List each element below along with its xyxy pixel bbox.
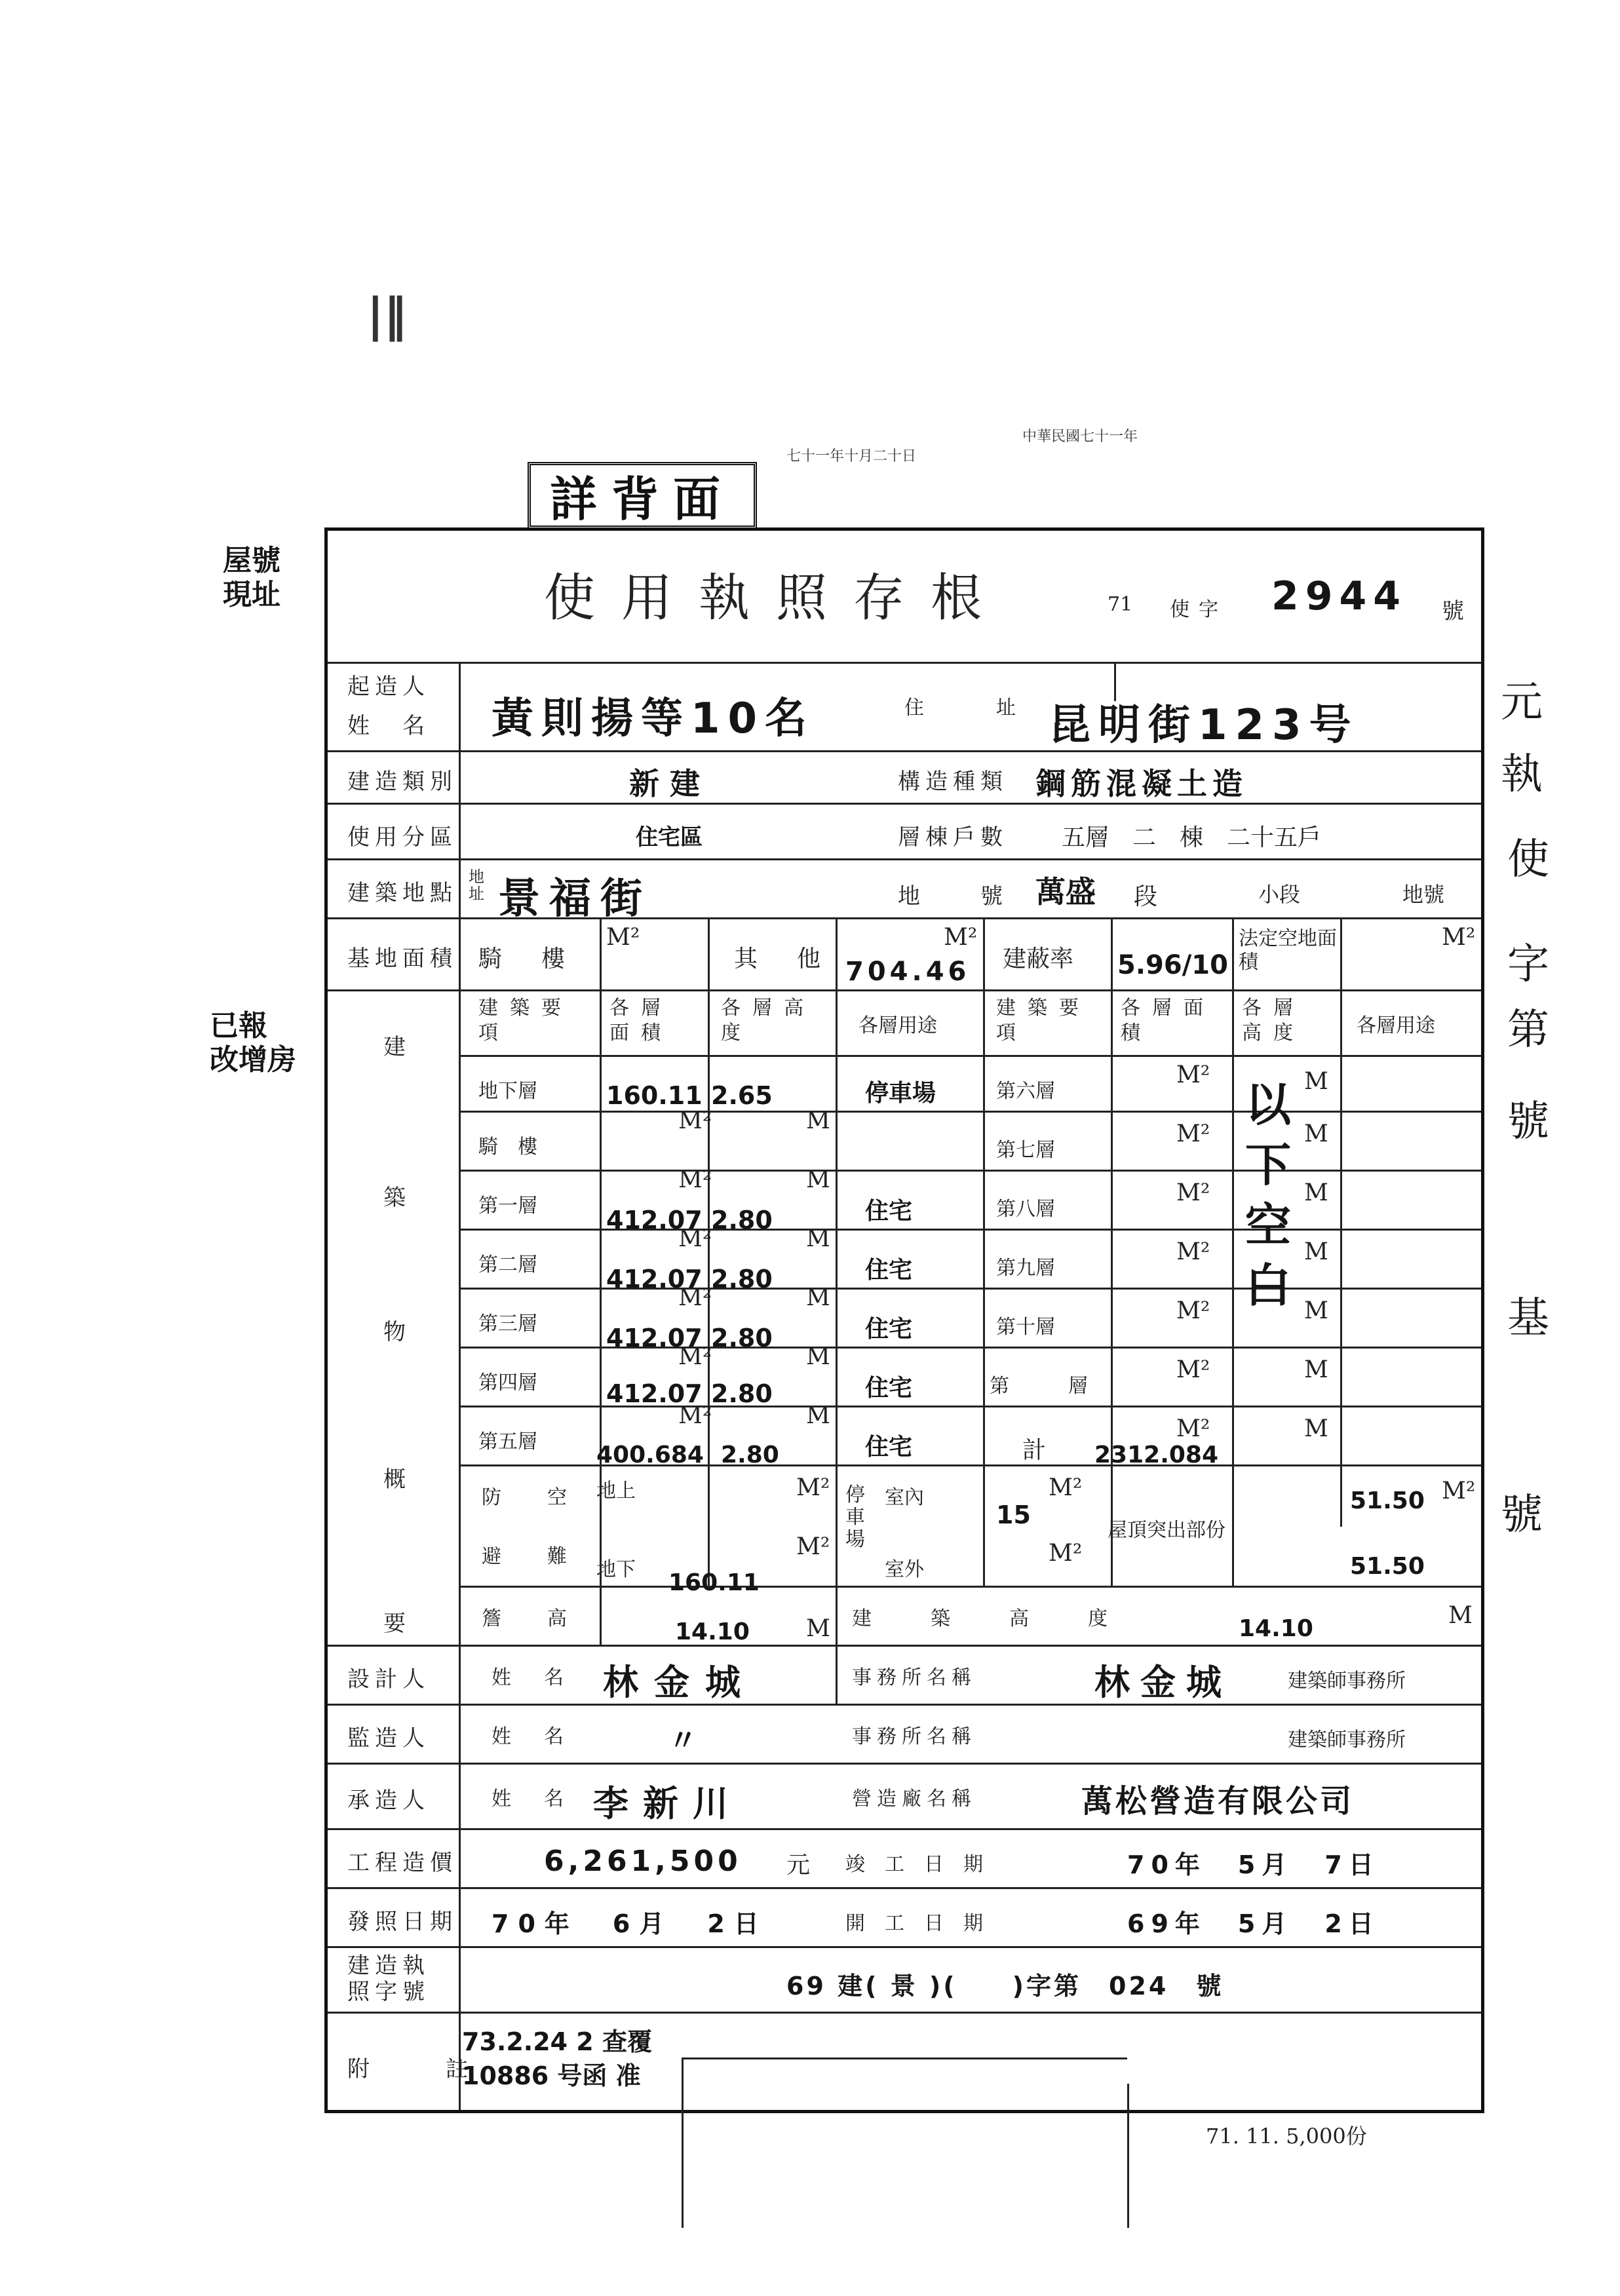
supervisor-office-label: 事務所名稱 — [852, 1725, 976, 1748]
contractor-firm-label: 營造廠名稱 — [852, 1788, 976, 1810]
build-type: 新建 — [629, 766, 710, 801]
margin-char: 使 — [1507, 835, 1549, 884]
structure-label: 構造種類 — [898, 769, 1008, 795]
m-unit: M — [1304, 1238, 1328, 1265]
floor-area: 412.07 — [606, 1206, 703, 1234]
contractor-name: 李新川 — [593, 1783, 742, 1824]
col-area-header: 各層面積 — [609, 997, 672, 1044]
floor-name: 第十層 — [996, 1316, 1055, 1339]
floor-name: 第七層 — [996, 1139, 1055, 1162]
total-label: 計 — [1022, 1437, 1047, 1464]
floor-name: 第九層 — [996, 1257, 1055, 1280]
m2-unit: M² — [678, 1225, 712, 1252]
m2-unit: M² — [678, 1284, 712, 1311]
floor-name: 第 層 — [990, 1375, 1108, 1398]
notes-label: 附 註 — [347, 2056, 478, 2082]
handwritten-mark: |‖ — [367, 288, 407, 342]
designer-name-label: 姓 名 — [492, 1666, 570, 1689]
page-edge-line — [682, 2057, 684, 2228]
building-side-label: 築 — [383, 1185, 411, 1211]
building-side-label: 概 — [383, 1466, 411, 1493]
floor-name: 第二層 — [478, 1253, 537, 1276]
margin-char: 元 — [1501, 678, 1543, 727]
m2-unit: M² — [1442, 1478, 1476, 1504]
col-use-header: 各層用途 — [1357, 1014, 1435, 1037]
lot-number-label: 地號 — [1402, 882, 1445, 907]
margin-char: 執 — [1501, 750, 1543, 799]
m-unit: M — [1304, 1356, 1328, 1383]
floor-use: 停車場 — [865, 1080, 936, 1107]
contractor-firm: 萬松營造有限公司 — [1081, 1783, 1355, 1820]
m-unit: M — [1304, 1120, 1328, 1147]
floor-name: 第四層 — [478, 1371, 537, 1394]
m2-unit: M² — [678, 1107, 712, 1134]
m2-unit: M² — [796, 1533, 830, 1560]
margin-note-address: 屋號 現址 — [223, 544, 309, 611]
lot-section-name: 萬盛 — [1035, 874, 1096, 909]
building-height-label: 建 築 高 度 — [852, 1607, 1127, 1630]
lot-subsection-label: 小段 — [1258, 882, 1301, 907]
col-item-header: 建築要項 — [478, 997, 573, 1044]
floor-area: 412.07 — [606, 1265, 703, 1293]
m2-unit: M² — [1049, 1474, 1083, 1501]
m-unit: M — [806, 1284, 830, 1311]
m2-unit: M² — [1049, 1540, 1083, 1567]
supervisor-name: 〃 — [668, 1724, 697, 1757]
shelter-label: 防 空 — [482, 1486, 580, 1509]
floor-name: 第五層 — [478, 1430, 537, 1453]
floor-use: 住宅 — [865, 1434, 913, 1461]
m-unit: M — [1448, 1602, 1473, 1629]
below-ground-label: 地下 — [596, 1558, 636, 1581]
other-area: 704.46 — [845, 957, 971, 987]
site-label: 建築地點 — [347, 880, 457, 906]
applicant-role-label: 起造人 — [347, 674, 430, 700]
margin-char: 號 — [1501, 1491, 1543, 1539]
parking-label: 停車場 — [845, 1483, 865, 1551]
floor-height: 2.80 — [711, 1265, 773, 1293]
zone-value: 住宅區 — [636, 824, 703, 851]
m-unit: M — [1304, 1415, 1328, 1442]
floor-use: 住宅 — [865, 1257, 913, 1284]
floor-use: 住宅 — [865, 1316, 913, 1343]
designer-office-label: 事務所名稱 — [852, 1666, 976, 1689]
col-area-header: 各層面積 — [1121, 997, 1215, 1044]
permit-number: 2944 — [1271, 573, 1407, 619]
completion-date: 70年 5月 7日 — [1127, 1850, 1380, 1879]
floor-area: 400.684 — [596, 1442, 704, 1468]
m-unit: M — [1304, 1179, 1328, 1206]
designer-name: 林金城 — [603, 1662, 756, 1703]
floor-use: 住宅 — [865, 1375, 913, 1402]
m2-unit: M² — [1176, 1120, 1210, 1147]
total-area: 2312.084 — [1094, 1442, 1219, 1468]
m2-unit: M² — [1176, 1356, 1210, 1383]
m-unit: M — [806, 1402, 830, 1429]
construction-cost: 6,261,500 — [544, 1845, 742, 1878]
m-unit: M — [806, 1166, 830, 1193]
number-suffix: 號 — [1442, 598, 1464, 624]
open-space-label: 法定空地面積 — [1239, 927, 1337, 974]
lot-section-label: 段 — [1134, 883, 1158, 910]
form-title: 使用執照存根 — [544, 569, 1009, 628]
issue-date-label: 發照日期 — [347, 1909, 457, 1935]
roof-protrusion-1: 51.50 — [1350, 1487, 1425, 1514]
number-prefix: 71 — [1108, 593, 1133, 616]
m2-unit: M² — [1176, 1238, 1210, 1265]
m2-unit: M² — [1176, 1062, 1210, 1088]
contractor-name-label: 姓 名 — [492, 1788, 570, 1810]
floor-name: 第一層 — [478, 1195, 537, 1217]
m2-unit: M² — [796, 1474, 830, 1501]
blank-below-note: 以下空白 — [1245, 1078, 1291, 1312]
above-ground-label: 地上 — [596, 1480, 636, 1502]
floor-area: 412.07 — [606, 1379, 703, 1408]
eave-height-label: 簷 高 — [482, 1607, 580, 1630]
print-run-note: 71. 11. 5,000份 — [1206, 2124, 1367, 2149]
start-date: 69年 5月 2日 — [1127, 1909, 1380, 1938]
col-height-header: 各層高度 — [1242, 997, 1305, 1044]
building-side-label: 要 — [383, 1611, 411, 1637]
site-street: 景福街 — [498, 875, 651, 923]
coverage-label: 建蔽率 — [1003, 946, 1074, 972]
building-height: 14.10 — [1239, 1615, 1313, 1642]
stamp-2: 中華民國七十一年 — [1022, 429, 1138, 445]
m2-unit: M² — [606, 924, 640, 951]
applicant-address: 昆明街123号 — [1049, 701, 1359, 750]
supervisor-name-label: 姓 名 — [492, 1725, 570, 1748]
build-type-label: 建造類別 — [347, 769, 457, 795]
page-edge-line — [1127, 2084, 1129, 2228]
indoor-label: 室內 — [885, 1486, 924, 1509]
margin-char: 基 — [1507, 1294, 1549, 1343]
floor-use: 住宅 — [865, 1198, 913, 1225]
m-unit: M — [806, 1225, 830, 1252]
page-edge-line — [682, 2057, 1127, 2059]
indoor-parking: 15 — [996, 1501, 1031, 1529]
lot-label: 地 號 — [898, 883, 1008, 909]
stamp-1: 七十一年十月二十日 — [786, 448, 917, 465]
floor-height: 2.80 — [721, 1442, 779, 1468]
arcade-label: 騎 樓 — [478, 946, 573, 972]
office-suffix: 建築師事務所 — [1288, 1670, 1406, 1693]
permit-stub-form — [324, 527, 1484, 2113]
start-date-label: 開工日期 — [845, 1912, 1003, 1935]
margin-note-report: 已報 改增房 — [210, 1009, 296, 1077]
margin-char: 號 — [1507, 1098, 1549, 1146]
col-item-header: 建築要項 — [996, 997, 1090, 1044]
margin-char: 第 — [1507, 1006, 1549, 1054]
building-side-label: 建 — [383, 1034, 411, 1060]
cost-unit: 元 — [786, 1852, 811, 1879]
address-label: 住 址 — [904, 697, 1042, 719]
number-type: 使字 — [1170, 598, 1227, 621]
applicant-name: 黃則揚等10名 — [492, 695, 815, 743]
m-unit: M — [806, 1343, 830, 1370]
below-ground-area: 160.11 — [668, 1569, 760, 1596]
floor-height: 2.80 — [711, 1379, 773, 1408]
contractor-label: 承造人 — [347, 1788, 430, 1814]
floor-name: 地下層 — [478, 1080, 537, 1103]
other-label: 其 他 — [734, 946, 829, 972]
m2-unit: M² — [678, 1166, 712, 1193]
floor-name: 騎 樓 — [478, 1136, 537, 1158]
structure-type: 鋼筋混凝土造 — [1035, 766, 1248, 801]
roof-protrusion-2: 51.50 — [1350, 1553, 1425, 1580]
roof-protrusion-label: 屋頂突出部份 — [1108, 1519, 1225, 1542]
floor-name: 第三層 — [478, 1312, 537, 1335]
building-side-label: 物 — [383, 1319, 411, 1345]
outdoor-label: 室外 — [885, 1558, 924, 1581]
notes-text: 73.2.24 2 查覆 10886 号函 准 — [462, 2027, 652, 2090]
coverage-value: 5.96/10 — [1117, 950, 1228, 980]
floor-name: 第六層 — [996, 1080, 1055, 1103]
m2-unit: M² — [944, 924, 978, 951]
margin-char: 字 — [1507, 940, 1549, 989]
m2-unit: M² — [1176, 1179, 1210, 1206]
m-unit: M — [1304, 1297, 1328, 1324]
floor-area: 412.07 — [606, 1324, 703, 1352]
m2-unit: M² — [678, 1343, 712, 1370]
m-unit: M — [806, 1615, 830, 1642]
eave-height: 14.10 — [675, 1618, 750, 1645]
office-suffix: 建築師事務所 — [1288, 1729, 1406, 1751]
m-unit: M — [1304, 1068, 1328, 1095]
m2-unit: M² — [678, 1402, 712, 1429]
designer-label: 設計人 — [347, 1666, 430, 1693]
evacuation-label: 避 難 — [482, 1545, 580, 1568]
floor-name: 第八層 — [996, 1198, 1055, 1221]
building-permit-number: 69 建( 景 )( )字第 024 號 — [786, 1972, 1224, 2000]
m-unit: M — [806, 1107, 830, 1134]
cost-label: 工程造價 — [347, 1850, 457, 1876]
floor-area: 160.11 — [606, 1081, 703, 1110]
site-addr-tag: 地址 — [469, 868, 484, 903]
m2-unit: M² — [1176, 1415, 1210, 1442]
floor-height: 2.65 — [711, 1081, 773, 1110]
col-use-header: 各層用途 — [858, 1014, 937, 1037]
floors-label: 層棟戶數 — [898, 824, 1008, 851]
m2-unit: M² — [1176, 1297, 1210, 1324]
permit-number-label: 建造執照字號 — [347, 1953, 430, 2005]
zone-label: 使用分區 — [347, 824, 457, 851]
m2-unit: M² — [1442, 924, 1476, 951]
supervisor-label: 監造人 — [347, 1725, 430, 1751]
designer-office: 林金城 — [1094, 1662, 1232, 1703]
col-height-header: 各層高度 — [721, 997, 815, 1044]
floor-height: 2.80 — [711, 1324, 773, 1352]
see-back-label: 詳背面 — [528, 462, 757, 529]
floor-height: 2.80 — [711, 1206, 773, 1234]
applicant-name-label: 姓 名 — [347, 713, 430, 739]
floors-value: 五層 二 棟 二十五戶 — [1062, 824, 1322, 851]
completion-label: 竣工日期 — [845, 1853, 1003, 1876]
area-label: 基地面積 — [347, 946, 457, 972]
issue-date: 70年 6月 2日 — [492, 1909, 768, 1938]
